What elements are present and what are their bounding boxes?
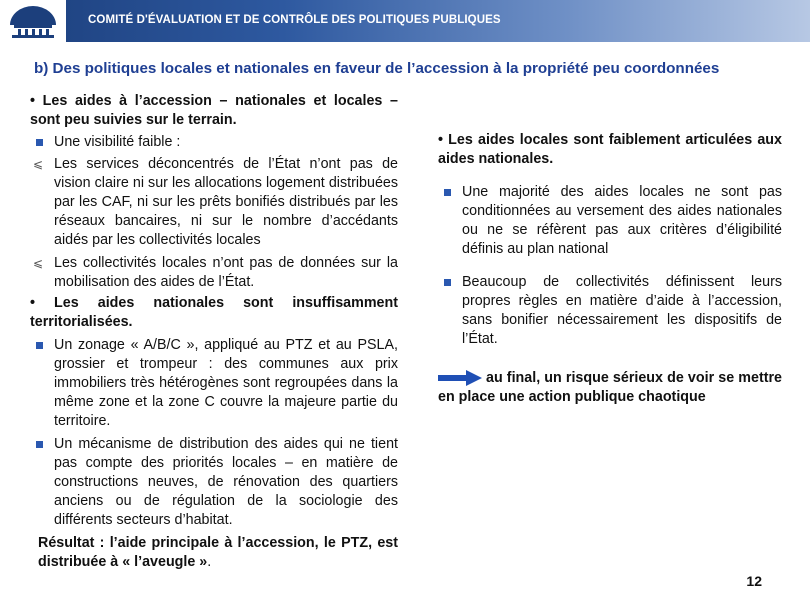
- bullet-item-2-text: Un mécanisme de distribution des aides qui ne tient pas compte des priorités locales – en matière de constructions neuves, de rénovation des quartiers anciens ou de régulation de la sociologie des différents secteurs d’habitat.: [54, 436, 398, 528]
- result-line: [30, 534, 398, 572]
- right-bullet-2-text: Beaucoup de collectivités définissent leurs propres règles en matière d’aide à l’accession, sans bonifier nécessairement les dispositifs de l’État.: [462, 274, 782, 347]
- arrow-item-2: [30, 254, 398, 292]
- right-bullet-1: [438, 183, 782, 259]
- result-tail: .: [207, 554, 212, 570]
- visibility-item: [30, 133, 398, 152]
- arrow-item-1: [30, 155, 398, 250]
- right-column: [438, 131, 782, 407]
- conclusion: [438, 369, 782, 407]
- right-intro: • Les aides locales sont faiblement articulées aux aides nationales.: [438, 132, 782, 167]
- slide-subtitle: b) Des politiques locales et nationales en faveur de l’accession à la propriété peu coordonnées: [34, 60, 720, 77]
- left-intro: • Les aides à l’accession – nationales et locales – sont peu suivies sur le terrain.: [30, 93, 398, 128]
- arrow-right-icon: [438, 370, 482, 386]
- right-bullet-2: [438, 273, 782, 349]
- conclusion-bold: un risque sérieux de voir se mettre en place une action publique chaotique: [438, 370, 782, 405]
- left-column: [30, 92, 398, 572]
- hemicycle-icon: [6, 3, 60, 39]
- bullet-item-1-text: Un zonage « A/B/C », appliqué au PTZ et au PSLA, grossier et trompeur : des communes aux prix immobiliers très hétérogènes sont regroupées dans la même zone et la zone C couvre la majeure partie du territoire.: [54, 337, 398, 429]
- arrow-item-2-text: Les collectivités locales n’ont pas de données sur la mobilisation des aides de l’État.: [54, 255, 398, 290]
- square-bullet-icon: [36, 441, 43, 448]
- right-bullet-1-text: Une majorité des aides locales ne sont pas conditionnées au versement des aides nationales ou ne se réfèrent pas aux critères d’éligibilité définis au plan national: [462, 184, 782, 257]
- bullet-item-2: [30, 435, 398, 530]
- arrow-item-1-text: Les services déconcentrés de l’État n’ont pas de vision claire ni sur les allocations logement distribuées par les CAF, ni sur les prêts bonifiés distribués par les réseaux bancaires, ni sur le nombre d’accédants aidés par les collectivités locales: [54, 156, 398, 248]
- left-intro-2: • Les aides nationales sont insuffisamment territorialisées.: [30, 295, 398, 330]
- header-bar: [0, 0, 810, 42]
- square-bullet-icon: [444, 279, 451, 286]
- chevron-right-icon: ⩽: [33, 256, 44, 270]
- square-bullet-icon: [444, 189, 451, 196]
- conclusion-prefix: au final,: [486, 370, 545, 386]
- bullet-item-1: [30, 336, 398, 431]
- square-bullet-icon: [36, 139, 43, 146]
- chevron-right-icon: ⩽: [33, 157, 44, 171]
- result-bold: Résultat : l’aide principale à l’accession, le PTZ, est distribuée à « l’aveugle »: [38, 535, 398, 570]
- header-title: COMITÉ D'ÉVALUATION ET DE CONTRÔLE DES POLITIQUES PUBLIQUES: [88, 14, 501, 26]
- square-bullet-icon: [36, 342, 43, 349]
- visibility-label: Une visibilité faible :: [54, 134, 181, 150]
- assembly-logo: [0, 0, 66, 42]
- page-number: 12: [746, 573, 762, 589]
